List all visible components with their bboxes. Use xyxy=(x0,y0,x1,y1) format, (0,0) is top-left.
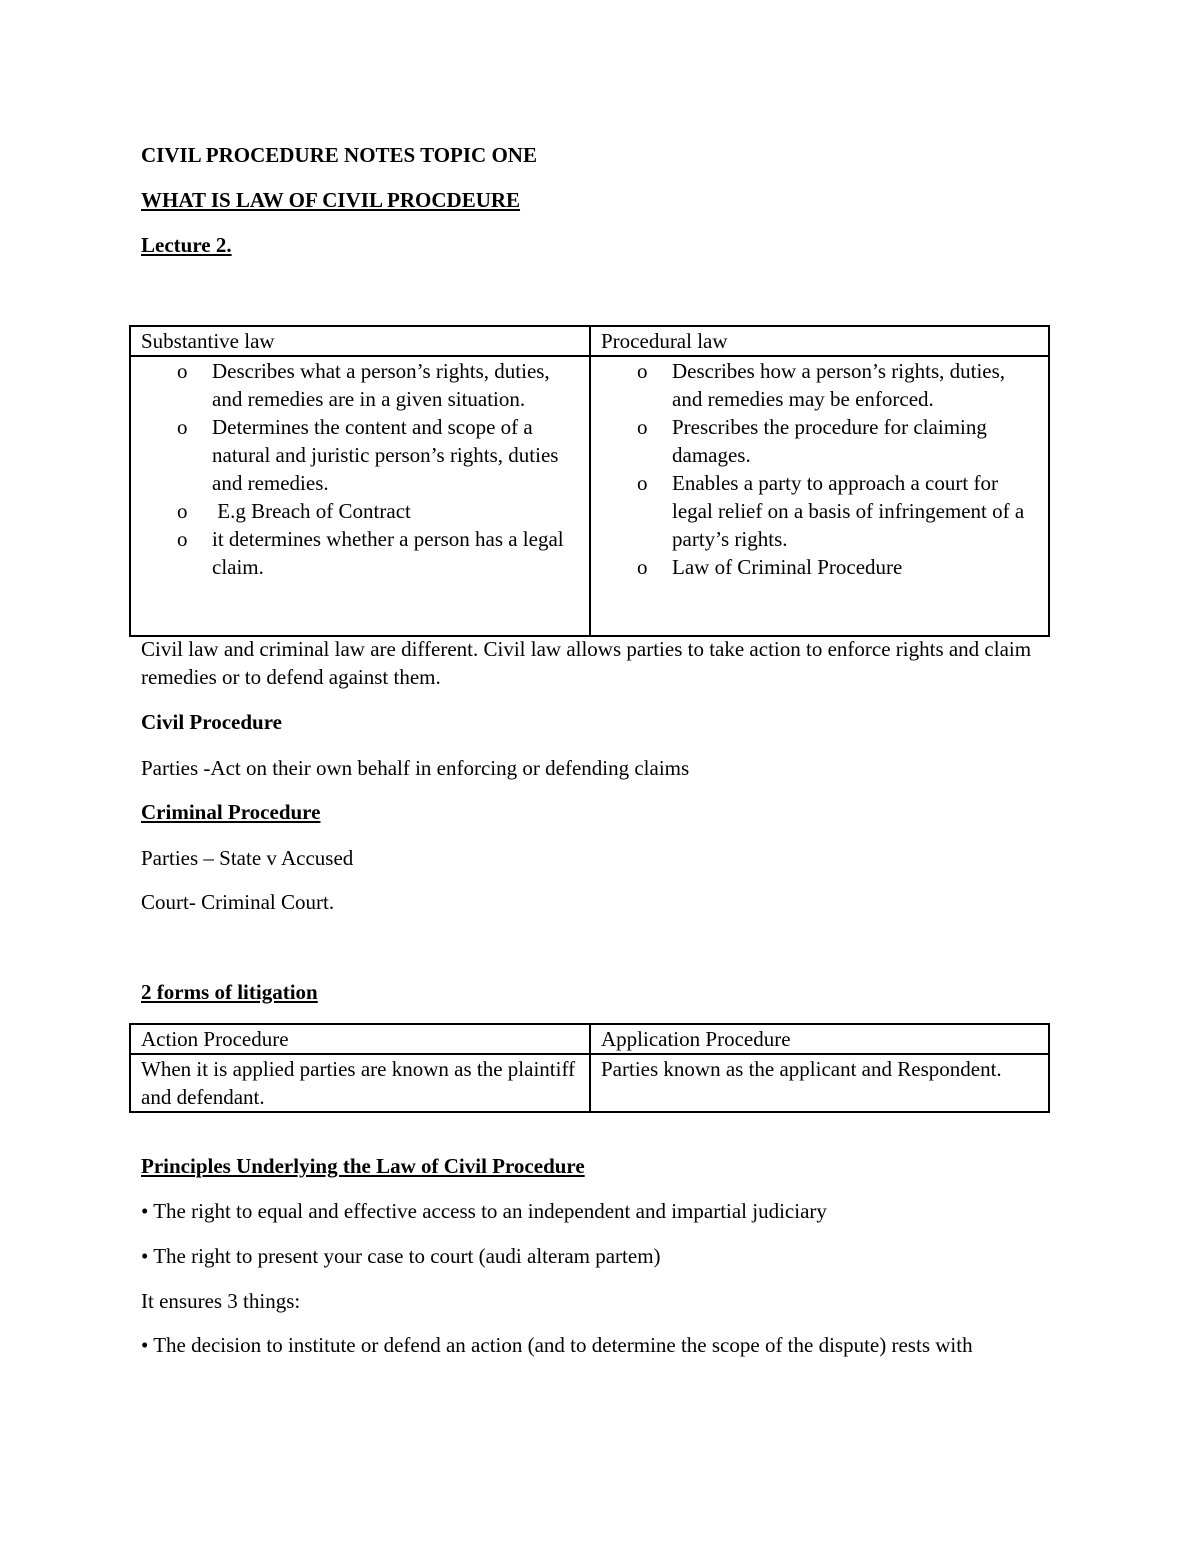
criminal-procedure-parties: Parties – State v Accused xyxy=(141,846,354,870)
table-row xyxy=(130,1054,1049,1112)
action-procedure-cell: When it is applied parties are known as the plaintiff and defendant. xyxy=(130,1054,590,1112)
litigation-table xyxy=(129,1023,1050,1113)
ensures-label: It ensures 3 things: xyxy=(141,1289,301,1313)
header-procedural-law: Procedural law xyxy=(590,326,1049,356)
header-application-procedure: Application Procedure xyxy=(590,1024,1049,1054)
bullet-icon: o xyxy=(637,471,648,495)
header-action-procedure: Action Procedure xyxy=(130,1024,590,1054)
procedural-list xyxy=(601,357,1038,581)
application-procedure-cell: Parties known as the applicant and Respondent. xyxy=(590,1054,1049,1112)
bullet-icon: o xyxy=(177,415,188,439)
bullet-icon: o xyxy=(637,555,648,579)
principles-heading: Principles Underlying the Law of Civil Procedure xyxy=(141,1154,585,1178)
principle-audi-alteram-partem: • The right to present your case to court (audi alteram partem) xyxy=(141,1244,661,1268)
document-subtitle: WHAT IS LAW OF CIVIL PROCDEURE xyxy=(141,188,521,212)
header-substantive-law: Substantive law xyxy=(130,326,590,356)
list-item: o it determines whether a person has a legal claim. xyxy=(177,527,564,579)
table-header-row xyxy=(130,326,1049,356)
substantive-list xyxy=(141,357,579,581)
table-row xyxy=(130,356,1049,636)
procedural-law-cell xyxy=(590,356,1049,636)
principle-equal-access: • The right to equal and effective access to an independent and impartial judiciary xyxy=(141,1199,827,1223)
civil-procedure-heading: Civil Procedure xyxy=(141,710,282,734)
substantive-law-cell xyxy=(130,356,590,636)
document-title: CIVIL PROCEDURE NOTES TOPIC ONE xyxy=(141,143,537,167)
bullet-icon: o xyxy=(177,499,188,523)
civil-procedure-parties: Parties -Act on their own behalf in enforcing or defending claims xyxy=(141,756,690,780)
bullet-icon: o xyxy=(637,359,648,383)
table-header-row xyxy=(130,1024,1049,1054)
list-item: o Describes how a person’s rights, duties, and remedies may be enforced. xyxy=(637,359,1006,411)
criminal-procedure-court: Court- Criminal Court. xyxy=(141,890,335,914)
list-item: o Enables a party to approach a court for legal relief on a basis of infringement of a party’s rights. xyxy=(637,471,1025,551)
civil-vs-criminal-paragraph: Civil law and criminal law are different. Civil law allows parties to take action to enforce rights and claim remedies or to defend against them. xyxy=(141,637,1032,689)
bullet-icon: o xyxy=(637,415,648,439)
bullet-icon: o xyxy=(177,359,188,383)
list-item: o Prescribes the procedure for claiming damages. xyxy=(637,415,987,467)
bullet-icon: o xyxy=(177,527,188,551)
litigation-heading: 2 forms of litigation xyxy=(141,980,318,1004)
list-item: o Law of Criminal Procedure xyxy=(637,555,903,579)
criminal-procedure-heading: Criminal Procedure xyxy=(141,800,321,824)
list-item: o Determines the content and scope of a natural and juristic person’s rights, duties and remedies. xyxy=(177,415,559,495)
list-item: o Describes what a person’s rights, duties, and remedies are in a given situation. xyxy=(177,359,550,411)
lecture-label: Lecture 2. xyxy=(141,233,232,257)
list-item: o E.g Breach of Contract xyxy=(177,499,411,523)
principle-decision: • The decision to institute or defend an action (and to determine the scope of the dispute) rests with xyxy=(141,1333,973,1357)
law-comparison-table xyxy=(129,325,1050,637)
